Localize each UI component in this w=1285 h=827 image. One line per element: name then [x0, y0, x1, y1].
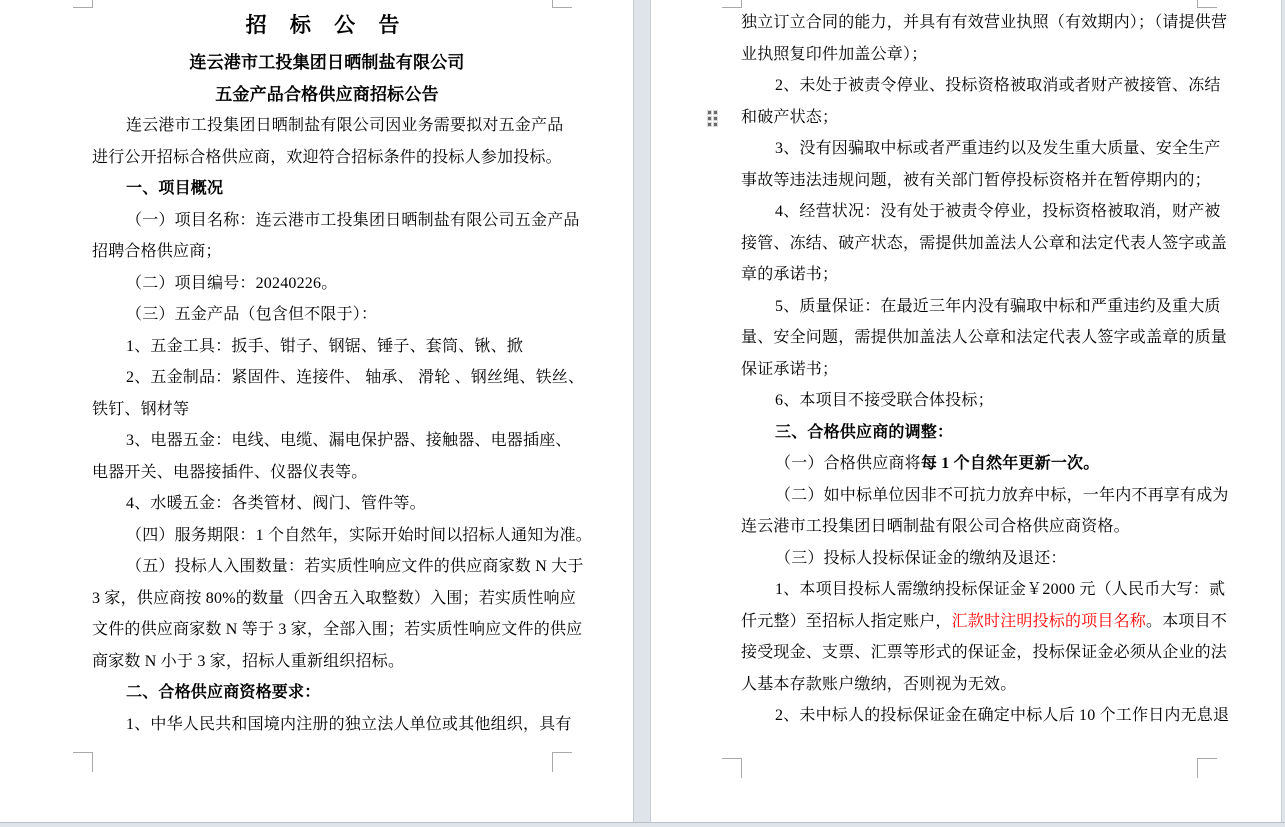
text-run: 招 标 公 告 [245, 13, 409, 37]
document-line [741, 669, 1211, 701]
document-line [741, 511, 1211, 543]
document-line [92, 709, 572, 741]
document-line [741, 70, 1221, 102]
document-line [741, 637, 1228, 669]
page-1-text-area[interactable] [92, 0, 593, 740]
text-run: 。本项目不 [1146, 612, 1228, 630]
text-run: 事故等违法违规问题，被有关部门暂停投标资格并在暂停期内的； [741, 171, 1211, 189]
text-run: 人基本存款账户缴纳，否则视为无效。 [741, 675, 1017, 693]
text-run: 1、本项目投标人需缴纳投标保证金￥2000 元（人民币大写：贰 [775, 581, 1226, 598]
text-run: （一）项目名称：连云港市工投集团日晒制盐有限公司五金产品 [126, 211, 580, 229]
text-run: 量、安全问题，需提供加盖法人公章和法定代表人签字或盖章的质量 [741, 329, 1228, 346]
document-line [741, 165, 1211, 197]
text-run: 5、质量保证：在最近三年内没有骗取中标和严重违约及重大质 [775, 297, 1221, 315]
text-run: 4、水暖五金：各类管材、阀门、管件等。 [126, 495, 426, 512]
text-run: 每 1 个自然年更新一次。 [920, 455, 1100, 472]
text-run: 1、五金工具：扳手、钳子、钢锯、锤子、套筒、锹、掀 [126, 337, 524, 355]
document-line [741, 417, 1211, 449]
text-run: 2、未处于被责令停业、投标资格被取消或者财产被接管、冻结 [775, 77, 1221, 94]
document-line [741, 606, 1228, 638]
text-run: 连云港市工投集团日晒制盐有限公司合格供应商资格。 [741, 518, 1130, 535]
document-line [92, 142, 562, 174]
document-line [741, 39, 1211, 71]
text-run: 1、中华人民共和国境内注册的独立法人单位或其他组织，具有 [126, 715, 572, 733]
document-line [741, 102, 1211, 134]
text-run: 6、本项目不接受联合体投标； [775, 392, 994, 409]
document-line [92, 205, 580, 237]
document-line [741, 574, 1226, 606]
document-line [741, 259, 1211, 291]
document-line [92, 614, 583, 646]
document-line [741, 228, 1228, 260]
highlighted-red-text: 汇款时注明投标的项目名称 [951, 612, 1147, 630]
text-run: 商家数 N 小于 3 家，招标人重新组织招标。 [92, 652, 405, 670]
text-run: （三）五金产品（包含但不限于）： [126, 306, 378, 323]
text-run: 2、五金制品：紧固件、连接件、 轴承、 滑轮 、钢丝绳、铁丝、 [126, 369, 585, 386]
text-run: （三）投标人投标保证金的缴纳及退还： [775, 549, 1067, 567]
document-line [741, 448, 1211, 480]
document-line [92, 520, 593, 552]
text-run: 接管、冻结、破产状态，需提供加盖法人公章和法定代表人签字或盖 [741, 234, 1228, 252]
text-run: 独立订立合同的能力，并具有有效营业执照（有效期内）；（请提供营 [741, 14, 1228, 31]
margin-corner-mark [1197, 758, 1217, 778]
text-run: 业执照复印件加盖公章）； [741, 45, 928, 63]
document-line [92, 646, 562, 678]
text-run: 二、合格供应商资格要求： [126, 684, 321, 701]
document-line [741, 133, 1221, 165]
margin-corner-mark [73, 752, 93, 772]
text-run: 三、合格供应商的调整： [775, 423, 954, 441]
margin-corner-mark [722, 0, 742, 8]
document-line [92, 268, 562, 300]
text-run: 进行公开招标合格供应商，欢迎符合招标条件的投标人参加投标。 [92, 148, 562, 166]
document-page-1[interactable] [0, 0, 634, 822]
document-line [92, 394, 562, 426]
document-line [741, 7, 1228, 39]
text-run: 五金产品合格供应商招标公告 [215, 84, 439, 104]
text-run: 章的承诺书； [741, 266, 839, 283]
text-run: （二）项目编号：20240226。 [126, 274, 338, 292]
document-line [92, 425, 572, 457]
document-line [92, 488, 562, 520]
text-run: 保证承诺书； [741, 360, 839, 378]
text-run: （一）合格供应商将 [775, 455, 921, 472]
text-run: 一、项目概况 [126, 180, 224, 197]
document-line [741, 196, 1221, 228]
document-line [92, 236, 562, 268]
document-line [92, 457, 562, 489]
document-line [741, 385, 1211, 417]
document-line [741, 354, 1211, 386]
document-line [92, 110, 562, 142]
margin-corner-mark [73, 0, 93, 8]
text-run: 铁钉、钢材等 [92, 400, 190, 418]
document-line [92, 47, 562, 79]
text-run: 4、经营状况：没有处于被责令停业，投标资格被取消，财产被 [775, 203, 1221, 220]
document-line [741, 480, 1229, 512]
text-run: 3、电器五金：电线、电缆、漏电保护器、接触器、电器插座、 [126, 432, 572, 449]
document-line [92, 583, 576, 615]
text-run: 文件的供应商家数 N 等于 3 家，全部入围；若实质性响应文件的供应 [92, 621, 583, 638]
workspace-bottom-strip [0, 822, 1285, 827]
margin-corner-mark [722, 758, 742, 778]
document-line [741, 322, 1228, 354]
text-run: 2、未中标人的投标保证金在确定中标人后 10 个工作日内无息退 [775, 707, 1230, 724]
document-line [92, 331, 562, 363]
document-line [92, 677, 562, 709]
text-run: 招聘合格供应商； [92, 243, 222, 260]
document-line [92, 362, 585, 394]
document-line [741, 291, 1221, 323]
text-run: 电器开关、电器接插件、仪器仪表等。 [92, 463, 368, 481]
text-run: 3、没有因骗取中标或者严重违约以及发生重大质量、安全生产 [775, 140, 1221, 157]
document-line [92, 173, 562, 205]
text-run: （四）服务期限：1 个自然年，实际开始时间以招标人通知为准。 [126, 526, 593, 544]
text-run: 接受现金、支票、汇票等形式的保证金，投标保证金必须从企业的法 [741, 644, 1228, 661]
text-run: （二）如中标单位因非不可抗力放弃中标，一年内不再享有成为 [775, 486, 1229, 504]
document-line [92, 551, 584, 583]
document-line [741, 543, 1211, 575]
text-run: 3 家，供应商按 80%的数量（四舍五入取整数）入围；若实质性响应 [92, 589, 576, 607]
margin-corner-mark [552, 752, 572, 772]
drag-handle-icon[interactable] [708, 111, 718, 127]
text-run: 和破产状态； [741, 108, 839, 126]
document-line [92, 79, 562, 111]
text-run: 连云港市工投集团日晒制盐有限公司因业务需要拟对五金产品 [126, 117, 564, 134]
document-line [92, 299, 562, 331]
text-run: 连云港市工投集团日晒制盐有限公司 [189, 53, 465, 72]
document-line [741, 700, 1230, 732]
document-page-2[interactable] [650, 0, 1282, 822]
text-run: （五）投标人入围数量：若实质性响应文件的供应商家数 N 大于 [126, 558, 584, 575]
text-run: 仟元整）至招标人指定账户， [741, 612, 952, 630]
document-line [92, 0, 562, 47]
page-2-text-area[interactable] [741, 7, 1230, 732]
